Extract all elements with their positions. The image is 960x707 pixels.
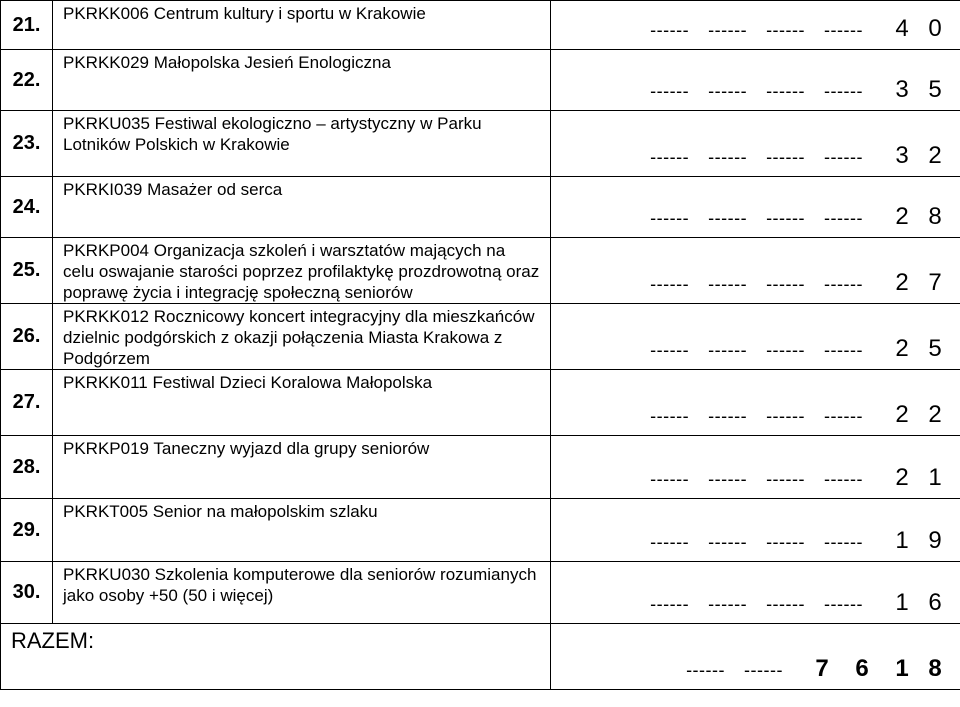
score-digit: 5 [928, 335, 942, 362]
score-digit: 4 [895, 15, 909, 42]
score-digit: 7 [815, 655, 829, 682]
score-digit: 2 [895, 335, 909, 362]
dash-placeholder: ------ [708, 274, 748, 294]
row-number: 30. [1, 562, 53, 624]
dash-placeholder: ------ [650, 532, 690, 552]
score-cell [551, 177, 960, 238]
table-row [1, 1, 960, 50]
dash-placeholder: ------ [650, 81, 690, 101]
table-row [1, 370, 960, 436]
score-values [650, 76, 948, 104]
dash-placeholder: ------ [708, 147, 748, 167]
score-cell [551, 370, 960, 436]
score-digit: 1 [895, 527, 909, 554]
table-row [1, 111, 960, 177]
dash-placeholder: ------ [708, 532, 748, 552]
dash-placeholder: ------ [824, 406, 863, 426]
score-cell [551, 436, 960, 499]
project-name: PKRKU030 Szkolenia komputerowe dla seniorów rozumianych jako osoby +50 (50 i więcej) [53, 562, 551, 624]
dash-placeholder: ------ [766, 81, 806, 101]
score-cell [551, 562, 960, 624]
score-cell [551, 111, 960, 177]
score-digit: 6 [928, 589, 942, 616]
score-values [650, 15, 948, 43]
dash-placeholder: ------ [766, 208, 806, 228]
table-row [1, 177, 960, 238]
score-digit: 3 [895, 76, 909, 103]
dash-placeholder: ------ [708, 406, 748, 426]
score-digit: 5 [928, 76, 942, 103]
dash-placeholder: ------ [708, 208, 748, 228]
dash-placeholder: ------ [766, 469, 806, 489]
row-number: 21. [1, 1, 53, 50]
score-cell [551, 238, 960, 304]
score-digit: 2 [928, 401, 942, 428]
dash-placeholder: ------ [650, 208, 690, 228]
table-row [1, 562, 960, 624]
row-number: 22. [1, 50, 53, 111]
dash-placeholder: ------ [766, 340, 806, 360]
dash-placeholder: ------ [708, 20, 748, 40]
dash-placeholder: ------ [766, 20, 806, 40]
table-row [1, 499, 960, 562]
dash-placeholder: ------ [650, 274, 690, 294]
score-digit: 1 [895, 589, 909, 616]
dash-placeholder: ------ [824, 208, 863, 228]
dash-placeholder: ------ [824, 81, 863, 101]
table-row [1, 436, 960, 499]
score-digit: 2 [895, 203, 909, 230]
dash-placeholder: ------ [824, 20, 863, 40]
dash-placeholder: ------ [824, 340, 863, 360]
project-name: PKRKI039 Masażer od serca [53, 177, 551, 238]
dash-placeholder: ------ [708, 469, 748, 489]
dash-placeholder: ------ [708, 340, 748, 360]
row-number: 28. [1, 436, 53, 499]
project-name: PKRKP004 Organizacja szkoleń i warsztatów mających na celu oswajanie starości poprzez profilaktykę prozdrowotną oraz poprawę życia i integrację społeczną seniorów [53, 238, 551, 304]
score-digit: 2 [928, 142, 942, 169]
score-cell [551, 1, 960, 50]
score-values [650, 335, 948, 363]
dash-placeholder: ------ [824, 469, 863, 489]
dash-placeholder: ------ [766, 594, 806, 614]
row-number: 27. [1, 370, 53, 436]
score-digit: 1 [928, 464, 942, 491]
project-name: PKRKK011 Festiwal Dzieci Koralowa Małopolska [53, 370, 551, 436]
row-number: 26. [1, 304, 53, 370]
row-number: 29. [1, 499, 53, 562]
total-values [686, 655, 948, 683]
project-name: PKRKU035 Festiwal ekologiczno – artystyczny w Parku Lotników Polskich w Krakowie [53, 111, 551, 177]
score-cell [551, 50, 960, 111]
dash-placeholder: ------ [650, 406, 690, 426]
dash-placeholder: ------ [650, 340, 690, 360]
row-number: 25. [1, 238, 53, 304]
score-digit: 3 [895, 142, 909, 169]
score-digit: 0 [928, 15, 942, 42]
dash-placeholder: ------ [708, 594, 748, 614]
score-digit: 9 [928, 527, 942, 554]
total-label: RAZEM: [1, 624, 551, 690]
score-values [650, 464, 948, 492]
dash-placeholder: ------ [650, 147, 690, 167]
row-number: 23. [1, 111, 53, 177]
score-digit: 8 [928, 655, 942, 682]
dash-placeholder: ------ [686, 660, 726, 680]
project-name: PKRKT005 Senior na małopolskim szlaku [53, 499, 551, 562]
score-values [650, 203, 948, 231]
score-cell [551, 304, 960, 370]
table-row [1, 304, 960, 370]
score-values [650, 269, 948, 297]
project-name: PKRKK029 Małopolska Jesień Enologiczna [53, 50, 551, 111]
dash-placeholder: ------ [744, 660, 783, 680]
score-digit: 8 [928, 203, 942, 230]
score-values [650, 142, 948, 170]
dash-placeholder: ------ [824, 594, 863, 614]
dash-placeholder: ------ [650, 469, 690, 489]
project-name: PKRKP019 Taneczny wyjazd dla grupy seniorów [53, 436, 551, 499]
dash-placeholder: ------ [824, 147, 863, 167]
row-number: 24. [1, 177, 53, 238]
dash-placeholder: ------ [766, 147, 806, 167]
score-cell [551, 499, 960, 562]
score-values [650, 401, 948, 429]
dash-placeholder: ------ [766, 274, 806, 294]
score-values [650, 589, 948, 617]
total-score-cell [551, 624, 960, 690]
score-digit: 7 [928, 269, 942, 296]
score-digit: 2 [895, 269, 909, 296]
dash-placeholder: ------ [824, 274, 863, 294]
score-digit: 2 [895, 401, 909, 428]
dash-placeholder: ------ [824, 532, 863, 552]
dash-placeholder: ------ [650, 20, 690, 40]
table-row [1, 238, 960, 304]
score-values [650, 527, 948, 555]
dash-placeholder: ------ [766, 532, 806, 552]
project-name: PKRKK012 Rocznicowy koncert integracyjny dla mieszkańców dzielnic podgórskich z okazji połączenia Miasta Krakowa z Podgórzem [53, 304, 551, 370]
score-digit: 6 [855, 655, 869, 682]
dash-placeholder: ------ [708, 81, 748, 101]
total-row [1, 624, 960, 690]
score-digit: 2 [895, 464, 909, 491]
dash-placeholder: ------ [766, 406, 806, 426]
table-row [1, 50, 960, 111]
dash-placeholder: ------ [650, 594, 690, 614]
project-name: PKRKK006 Centrum kultury i sportu w Krakowie [53, 1, 551, 50]
score-digit: 1 [895, 655, 909, 682]
